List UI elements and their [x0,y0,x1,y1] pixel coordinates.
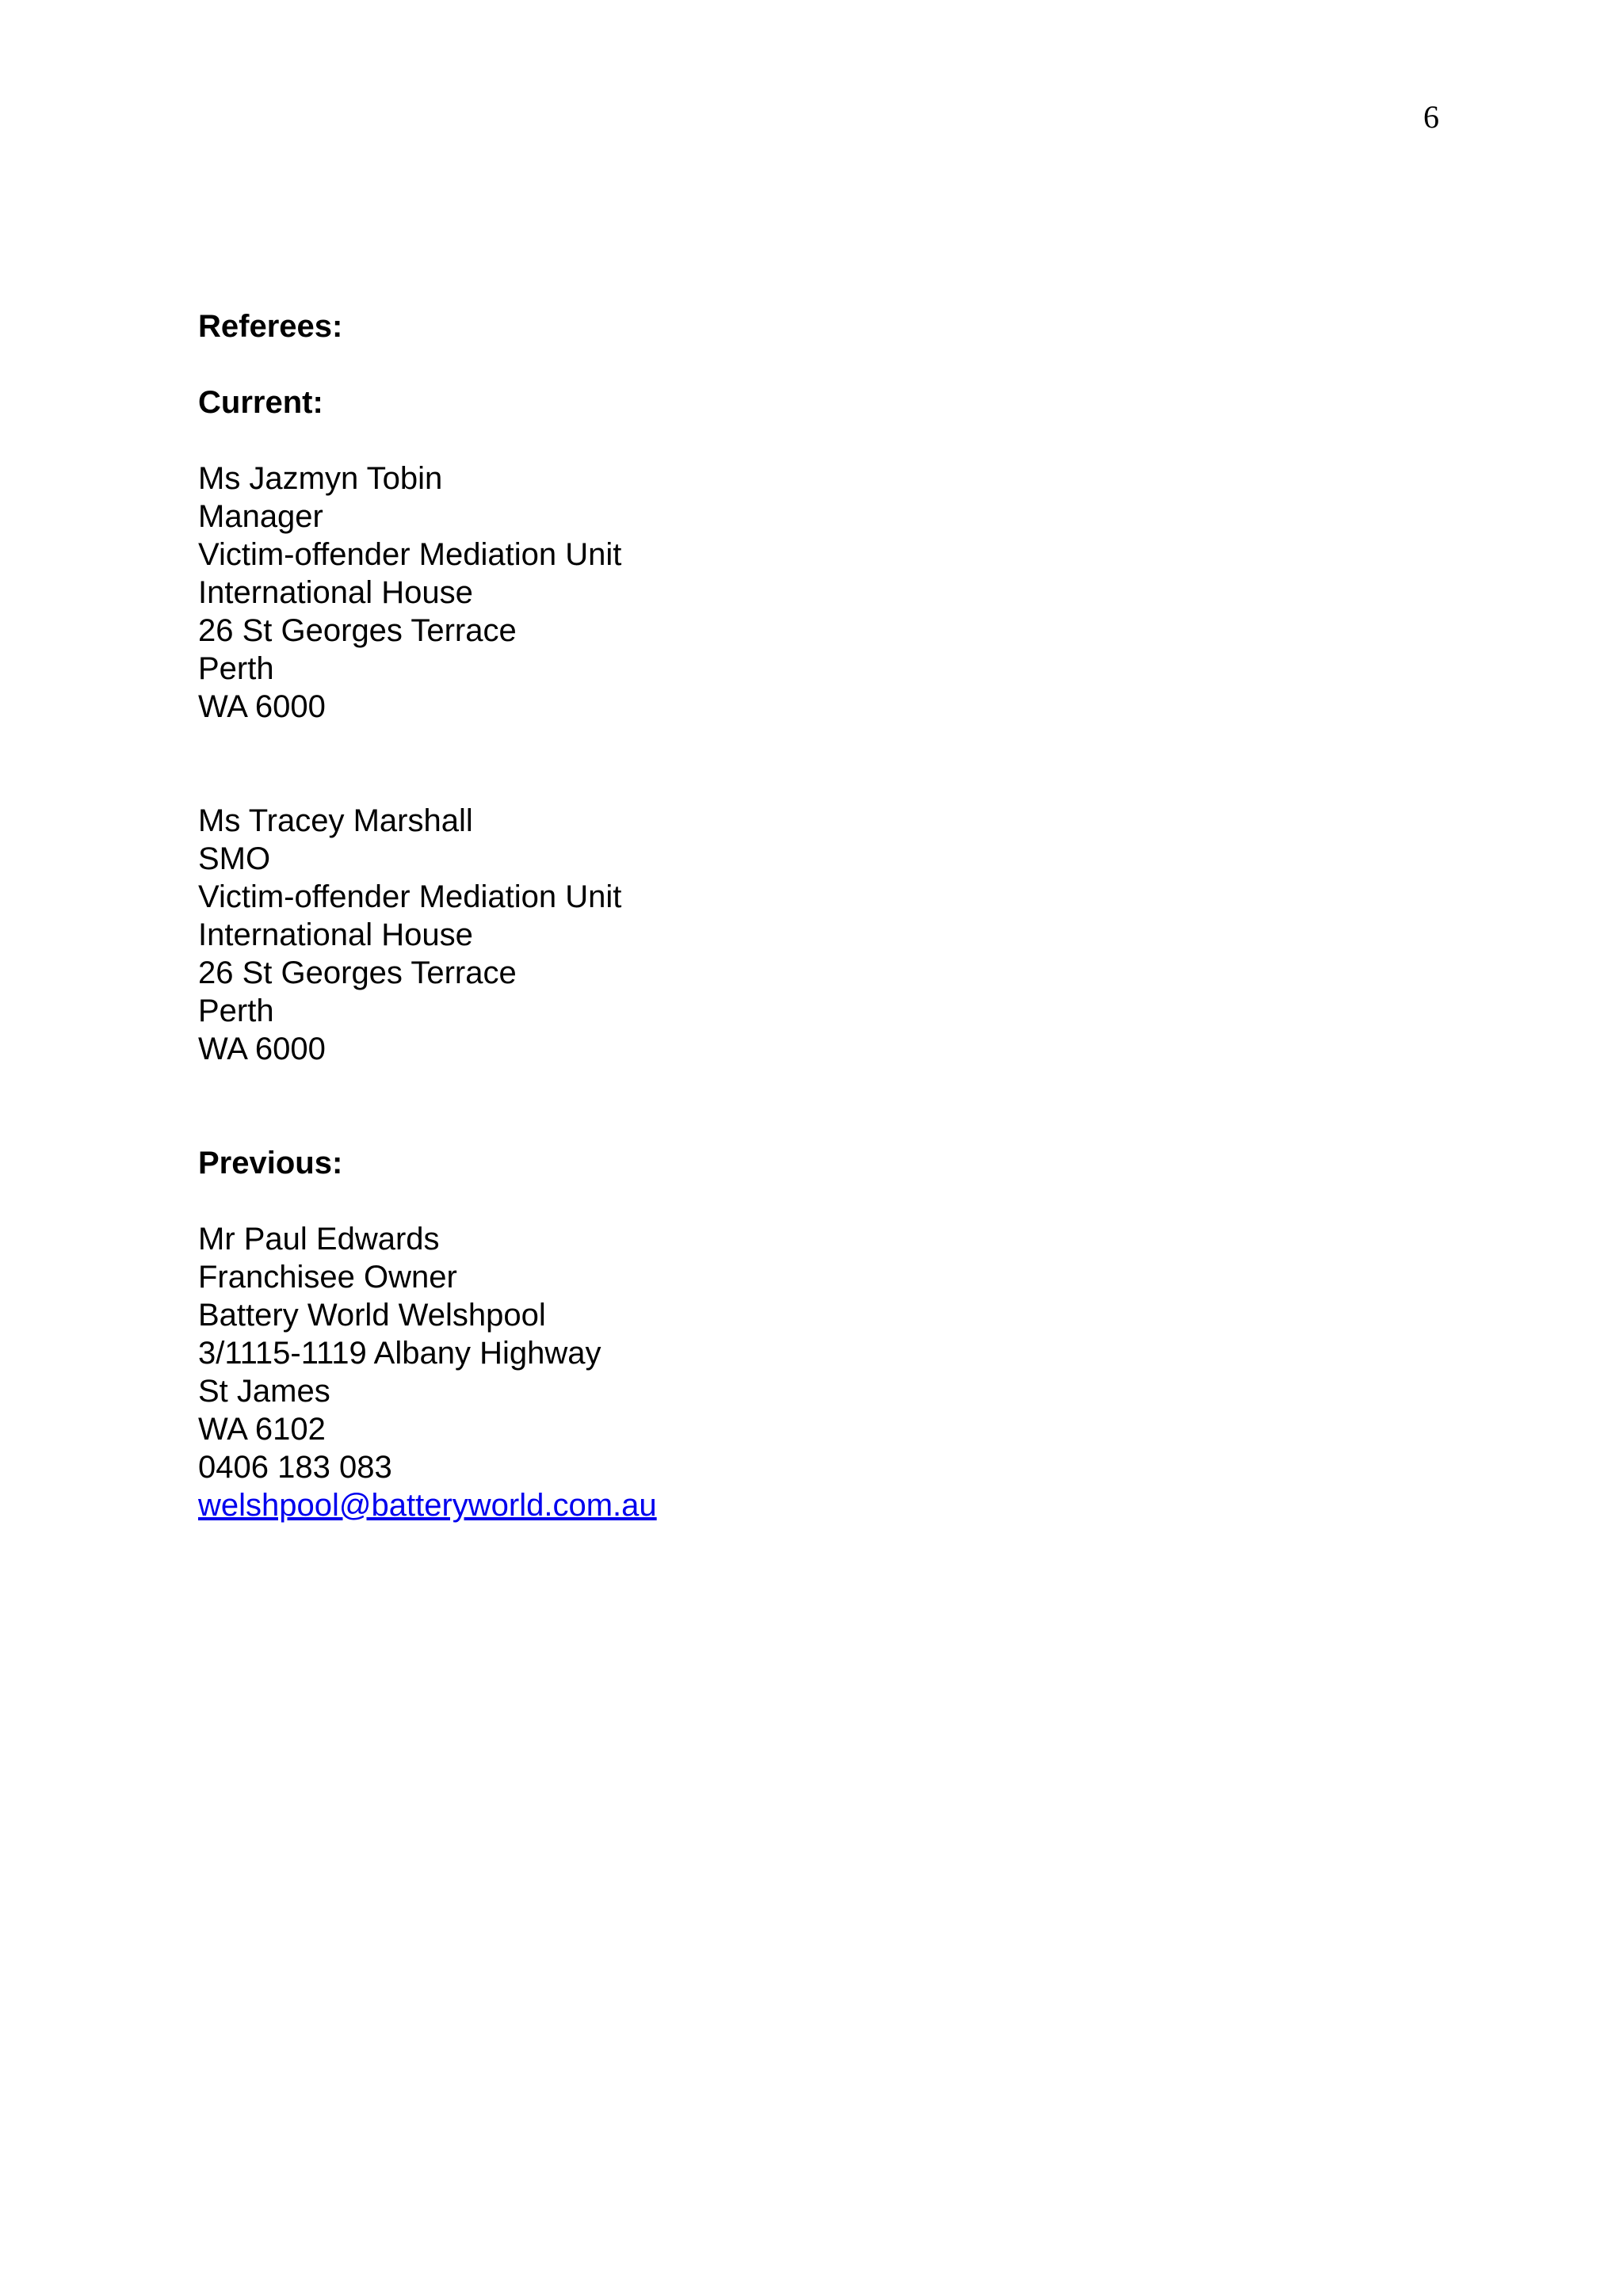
referee-block-tracey-marshall [198,802,1387,1068]
referee-title: Franchisee Owner [198,1260,457,1295]
referee-phone: 0406 183 083 [198,1450,392,1485]
referee-street: 26 St Georges Terrace [198,955,517,990]
referee-building: International House [198,575,473,610]
referee-title: SMO [198,841,271,876]
referee-suburb: St James [198,1374,330,1409]
referee-city: Perth [198,994,274,1028]
referee-block-paul-edwards [198,1220,1387,1524]
spacer [198,421,1387,460]
referee-organisation: Victim-offender Mediation Unit [198,879,622,914]
page-number: 6 [1423,99,1439,135]
referee-state-postcode: WA 6102 [198,1412,326,1447]
referee-name: Mr Paul Edwards [198,1222,440,1257]
referee-building: International House [198,917,473,952]
referee-name: Ms Tracey Marshall [198,803,473,838]
spacer [198,1182,1387,1220]
spacer [198,1068,1387,1144]
current-heading: Current: [198,385,323,420]
spacer [198,345,1387,383]
referee-title: Manager [198,499,323,534]
referee-street: 3/1115-1119 Albany Highway [198,1336,601,1371]
referee-block-jazmyn-tobin [198,460,1387,726]
referee-street: 26 St Georges Terrace [198,613,517,648]
referee-city: Perth [198,651,274,686]
referee-name: Ms Jazmyn Tobin [198,461,443,496]
previous-heading: Previous: [198,1146,343,1180]
spacer [198,726,1387,802]
referee-organisation: Victim-offender Mediation Unit [198,537,622,572]
referee-state-postcode: WA 6000 [198,689,326,724]
referee-organisation: Battery World Welshpool [198,1298,546,1333]
referee-email-link[interactable]: welshpool@batteryworld.com.au [198,1488,657,1523]
referees-heading: Referees: [198,309,343,344]
document-body [198,307,1387,1524]
referee-state-postcode: WA 6000 [198,1032,326,1066]
